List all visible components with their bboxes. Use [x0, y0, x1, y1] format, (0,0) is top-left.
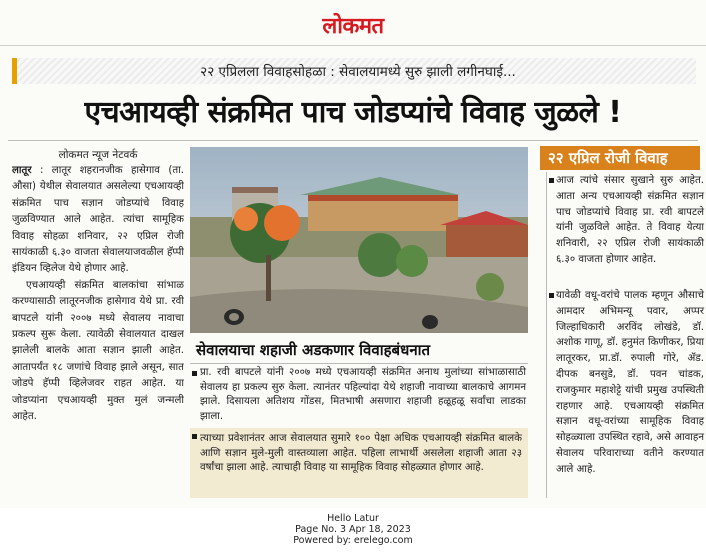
byline: लोकमत न्यूज नेटवर्क: [58, 149, 138, 161]
article-para-2: एचआयव्ही संक्रमित बालकांचा सांभाळ करण्यासाठी लातूरनजीक हासेगाव येथे प्रा. रवी बापटले यांनी २००७ मध्ये सेवालय नावाचा प्रकल्प सुरू केला. त्यावेळी सेवालयात दाखल झालेली बालके आता सज्ञान झाली आहेत. आतापर्यंत १८ जणांचे विवाह झाले असून, सात जोडपे हॅप्पी व्हिलेजवर राहत आहेत. या जोडप्यांना एचआयव्ही मुक्त मुलं जन्मली आहेत.: [12, 279, 184, 423]
sidebar-para-1: आज त्यांचे संसार सुखाने सुरु आहेत. आता अन्य एचआयव्ही संक्रमित सज्ञान पाच जोडप्यांचे विवाह प्रा. रवी बापटले यांनी जुळविले आहेत. ते विवाह येत्या शनिवारी, २२ एप्रिल रोजी सायंकाळी ६.३० वाजता होणार आहेत.: [556, 175, 704, 265]
footer-powered-by[interactable]: Powered by: erelego.com: [293, 535, 413, 546]
article-para-1: [12, 163, 184, 278]
bullet-icon: [549, 178, 554, 183]
caption-divider: [190, 363, 528, 364]
subheadline: २२ एप्रिलला विवाहसोहळा : सेवालयामध्ये सुरु झाली लगीनघाई...: [200, 64, 516, 80]
page-footer: [0, 513, 706, 557]
footer-page-date: Page No. 3 Apr 18, 2023: [295, 524, 411, 535]
bullet-icon: [549, 293, 554, 298]
caption-text-2: त्याच्या प्रवेशानंतर आज सेवालयात सुमारे १०० पेक्षा अधिक एचआयव्ही संक्रमित बालके आणि सज्ञान मुले-मुली वास्तव्याला आहेत. पहिला लाभार्थी असलेला शहाजी आता २३ वर्षांचा झाला आहे. त्याचाही विवाह या सामूहिक विवाह सोहळ्यात होणार आहे.: [190, 428, 528, 498]
lokmat-logo: लोकमत: [322, 14, 384, 39]
headline-divider: [8, 140, 698, 141]
dateline: लातूर: [12, 165, 32, 176]
caption-text-1: प्रा. रवी बापटले यांनी २००७ मध्ये एचआयव्ही संक्रमित अनाथ मुलांच्या सांभाळासाठी सेवालय हा प्रकल्प सुरु केला. त्यानंतर पहिल्यांदा येथे शहाजी नावाच्या बालकाचे आगमन झाले. दिसायला अतिशय गोंडस, मितभाषी असणारा शहाजी हळूहळू सर्वांचा लाडका झाला.: [200, 367, 526, 422]
headline: एचआयव्ही संक्रमित पाच जोडप्यांचे विवाह जुळले !: [84, 95, 622, 130]
bullet-icon: [192, 434, 197, 439]
subheadline-accent: [12, 58, 17, 84]
article-column-1: [12, 163, 184, 499]
footer-publication: Hello Latur: [327, 513, 379, 524]
bullet-icon: [192, 371, 197, 376]
seva-campus-photo: [190, 147, 528, 333]
masthead-divider: [0, 45, 706, 46]
sidebar-para-2: यावेळी वधू-वरांचे पालक म्हणून औसाचे आमदार अभिमन्यू पवार, अप्पर जिल्हाधिकारी अरविंद लोखंडे, डॉ. अशोक गाणू, डॉ. हनुमंत किणीकर, प्रिया लातूरकर, प्रा.डॉ. रुपाली गोरे, ॲड. दीपक बनसुडे, डॉ. पवन चांडक, राजकुमार महाशेट्टे यांची प्रमुख उपस्थिती राहणार आहे. एचआयव्ही संक्रमित सज्ञान वधू-वरांच्या सामूहिक विवाह सोहळ्याला उपस्थित रहावे, असे आवाहन सेवालय परिवाराच्या वतीने करण्यात आले आहे.: [556, 290, 704, 475]
sidebar-heading: २२ एप्रिल रोजी विवाह: [540, 146, 700, 170]
article-para-1-text: : लातूर शहरानजीक हासेगाव (ता. औसा) येथील सेवालयात असलेल्या एचआयव्ही संक्रमित पाच सज्ञान जोडप्यांचे विवाह जुळविण्यात आले आहेत. त्यांचा सामूहिक विवाह सोहळा शनिवार, २२ एप्रिल रोजी सायंकाळी ६.३० वाजता सेवालयाजवळील हॅप्पी इंडियन व्हिलेज येथे होणार आहे.: [12, 165, 184, 275]
photo-caption: सेवालयाचा शहाजी अडकणार विवाहबंधनात: [196, 341, 431, 359]
